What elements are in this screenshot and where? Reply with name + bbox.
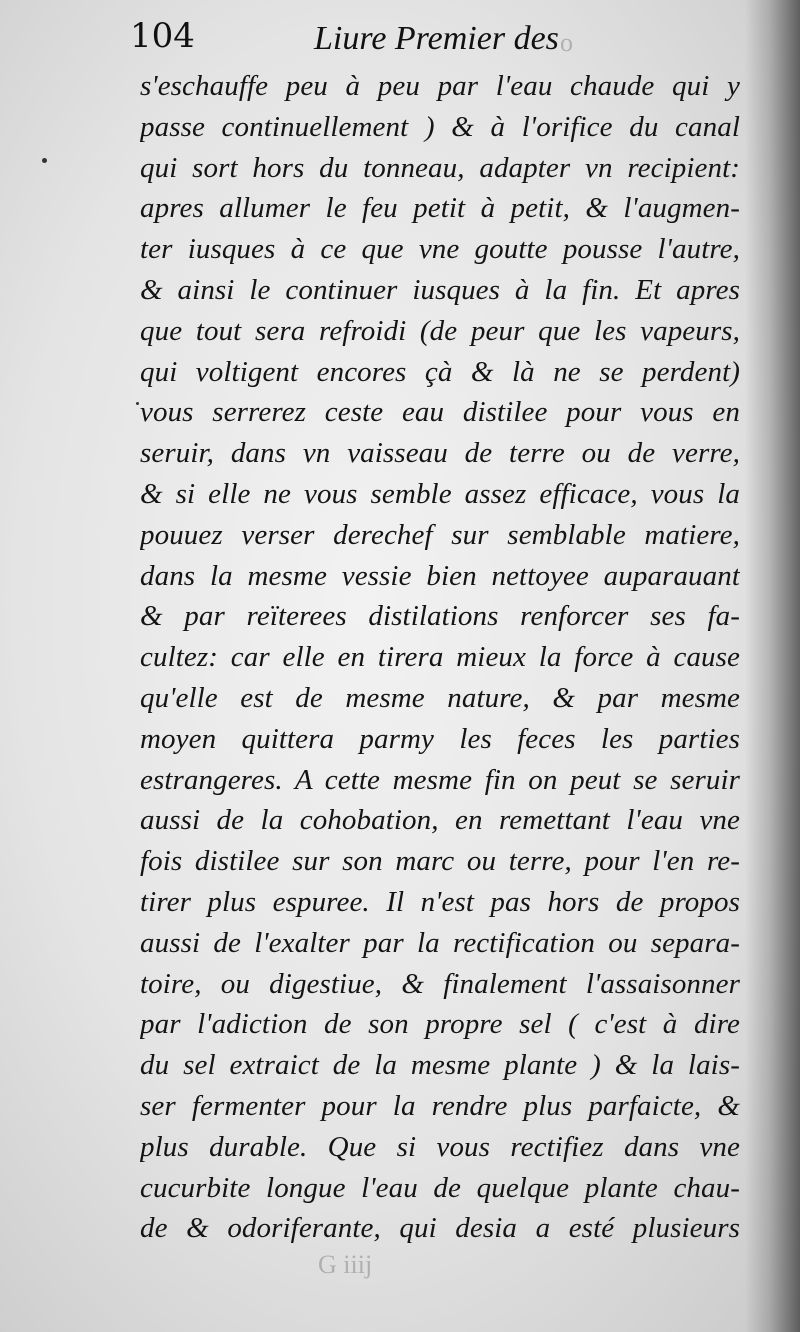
text-line: passe continuellement ) & à l'orifice du canal: [140, 110, 740, 143]
text-line: ser fermenter pour la rendre plus parfaicte, &: [140, 1089, 740, 1122]
text-line: tirer plus espuree. Il n'est pas hors de propos: [140, 885, 740, 918]
text-line: vous serrerez ceste eau distilee pour vous en: [140, 396, 740, 429]
text-line: qui sort hors du tonneau, adapter vn recipient:: [140, 151, 740, 184]
text-line: aussi de la cohobation, en remettant l'eau vne: [140, 804, 740, 837]
text-line: moyen quittera parmy les feces les parties: [140, 722, 740, 755]
text-line: fois distilee sur son marc ou terre, pour l'en re-: [140, 845, 740, 878]
text-line: cucurbite longue l'eau de quelque plante chau-: [140, 1171, 740, 1204]
text-line: ter iusques à ce que vne goutte pousse l'autre,: [140, 233, 740, 266]
text-line: toire, ou digestiue, & finalement l'assaisonner: [140, 967, 740, 1000]
page-gutter-shadow: [745, 0, 800, 1332]
text-line: aussi de l'exalter par la rectification ou separa-: [140, 926, 740, 959]
text-line: estrangeres. A cette mesme fin on peut se seruir: [140, 763, 740, 796]
show-through-top: o: [560, 28, 573, 57]
ink-speck: [42, 158, 47, 163]
running-head: Liure Premier des: [314, 20, 559, 57]
text-line: & si elle ne vous semble assez efficace, vous la: [140, 477, 740, 510]
text-line: de & odoriferante, qui desia a esté plusieurs: [140, 1212, 740, 1245]
text-line: seruir, dans vn vaisseau de terre ou de verre,: [140, 437, 740, 470]
text-line: qu'elle est de mesme nature, & par mesme: [140, 681, 740, 714]
page-header: [130, 12, 690, 64]
text-line: par l'adiction de son propre sel ( c'est à dire: [140, 1008, 740, 1041]
show-through-bottom: G iiij: [318, 1250, 373, 1279]
text-line: que tout sera refroidi (de peur que les vapeurs,: [140, 314, 740, 347]
text-line: du sel extraict de la mesme plante ) & la lais-: [140, 1049, 740, 1082]
ink-speck: [136, 402, 139, 405]
text-line: & ainsi le continuer iusques à la fin. Et apres: [140, 273, 740, 306]
page-number: 104: [130, 16, 195, 56]
text-line: apres allumer le feu petit à petit, & l'augmen-: [140, 192, 740, 225]
text-line: s'eschauffe peu à peu par l'eau chaude qui y: [140, 70, 740, 102]
text-line: plus durable. Que si vous rectifiez dans vne: [140, 1130, 740, 1163]
text-line: dans la mesme vessie bien nettoyee auparauant: [140, 559, 740, 592]
text-line: cultez: car elle en tirera mieux la force à cause: [140, 641, 740, 674]
text-line: & par reïterees distilations renforcer ses fa-: [140, 600, 740, 633]
text-line: pouuez verser derechef sur semblable matiere,: [140, 518, 740, 551]
body-text: [140, 66, 740, 1249]
text-line: qui voltigent encores çà & là ne se perdent): [140, 355, 740, 388]
